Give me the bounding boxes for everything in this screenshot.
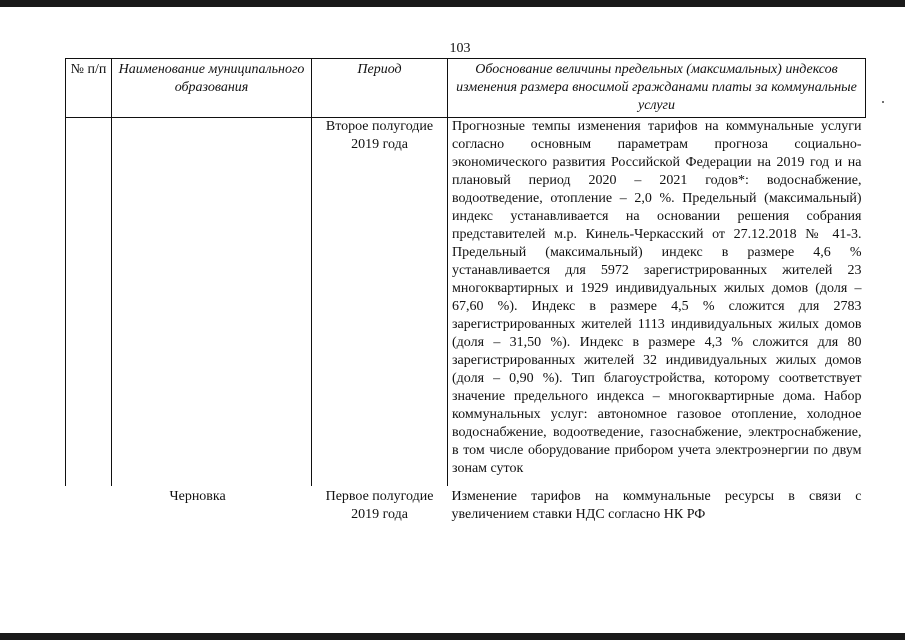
row-number <box>66 486 112 524</box>
header-number: № п/п <box>66 59 112 118</box>
table-header-row <box>66 59 866 118</box>
tariff-index-table <box>65 58 866 524</box>
header-justification: Обоснование величины предельных (максимальных) индексов изменения размера вносимой гражданами платы за коммунальные услуги <box>448 59 866 118</box>
row-justification: Изменение тарифов на коммунальные ресурсы в связи с увеличением ставки НДС согласно НК РФ <box>451 489 862 522</box>
row-municipality: Черновка <box>169 489 226 504</box>
row-justification: Прогнозные темпы изменения тарифов на коммунальные услуги согласно основным параметрам прогноза социально-экономического развития Российской Федерации на 2019 год и на плановый период 2020 – 2021 годов*: водоснабжение, водоотведение, отопление – 2,0 %. Предельный (максимальный) индекс устанавливается на основании решения собрания представителей м.р. Кинель-Черкасский от 27.12.2018 № 41-3. Предельный (максимальный) индекс в размере 4,6 % устанавливается для 5972 зарегистрированных жителей 23 многоквартирных и 1929 индивидуальных жилых домов (доля – 67,60 %). Индекс в размере 4,5 % сложится для 2783 зарегистрированных жителей 1113 индивидуальных жилых домов (доля – 31,50 %). Индекс в размере 4,3 % сложится для 80 зарегистрированных жителей 32 индивидуальных жилых домов (доля – 0,90 %). Тип благоустройства, которому соответствует значение предельного индекса – многоквартирные дома. Набор коммунальных услуг: автономное газовое отопление, холодное водоснабжение, водоотведение, газоснабжение, электроснабжение, в том числе оборудование прибором учета электроэнергии по двум зонам суток <box>448 118 866 487</box>
header-municipality: Наименование муниципального образования <box>112 59 312 118</box>
page-number: 103 <box>449 41 471 56</box>
scan-border-top <box>0 0 905 7</box>
header-period: Период <box>312 59 448 118</box>
table-row <box>66 118 866 487</box>
row-period: Первое полугодие 2019 года <box>325 489 434 522</box>
row-period: Второе полугодие 2019 года <box>312 118 448 487</box>
scan-border-bottom <box>0 633 905 640</box>
table-row <box>66 486 866 524</box>
row-municipality <box>112 118 312 487</box>
scan-speck <box>882 101 884 103</box>
row-number <box>66 118 112 487</box>
